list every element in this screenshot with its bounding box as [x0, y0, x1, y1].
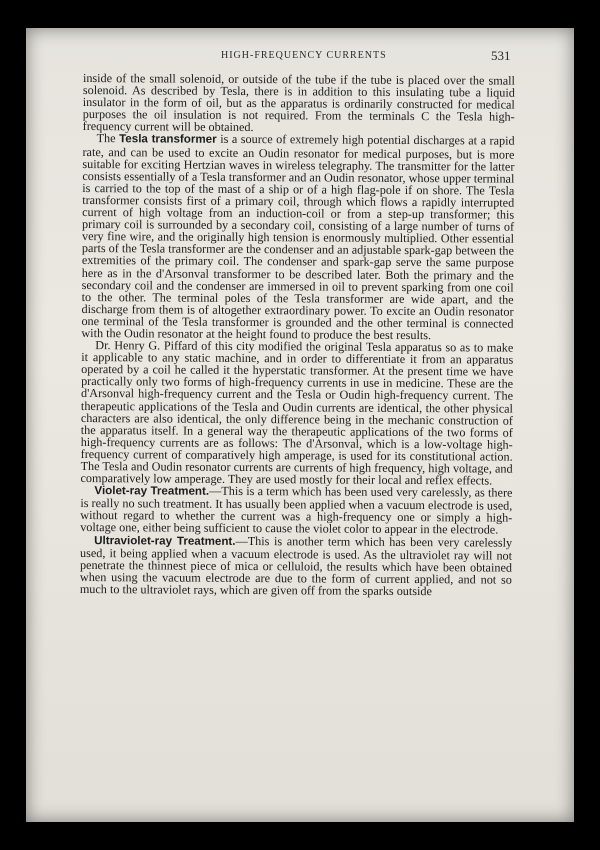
- paragraph-violet-ray: [80, 484, 512, 536]
- paragraph-lead: The: [96, 131, 116, 146]
- page-number: 531: [491, 48, 511, 63]
- paragraph-text: is a source of extremely high potential discharges at a rapid rate, and can be used to excite an Oudin resonator for medical purposes, but is more suitable for exciting Hertzian waves in wireless telegraphy. The transmitter for the latter consists essentially of a Tesla transformer and an Oudin resonator, whose upper terminal is carried to the top of the mast of a ship or of a high flag-pole if on shore. The Tesla transformer consists first of a primary coil, through which flows a rapidly interrupted current of high voltage from an induction-coil or from a step-up transformer; this primary coil is surrounded by a secondary coil, consisting of a large number of turns of very fine wire, and the originally high tension is enormously multiplied. Other essential parts of the Tesla transformer are the condenser and an adjustable spark-gap between the extremities of the primary coil. The condenser and spark-gap serve the same purpose here as in the d'Arsonval transformer to be described later. Both the primary and the secondary coil and the condenser are immersed in oil to prevent sparking from one coil to the other. The terminal poles of the Tesla transformer are wide apart, and the discharge from them is of altogether extraordinary power. To excite an Oudin resonator one terminal of the Tesla transformer is grounded and the other terminal is connected with the Oudin resonator at the height found to produce the best results.: [81, 132, 515, 343]
- paragraph-tesla-transformer: [81, 132, 514, 341]
- book-page: [26, 28, 574, 822]
- term-violet-ray: Violet-ray Treatment.: [94, 484, 210, 498]
- paragraph-text: —This is a term which has been used very carelessly, as there is really no such treatment. It has usually been applied when a vacuum electrode is used, without regard to whether the current was a high-frequency one or simply a high-voltage one, either being sufficient to cause the violet color to appear in the electrode.: [80, 483, 513, 538]
- term-ultraviolet-ray: Ultraviolet-ray Treatment.: [94, 533, 236, 548]
- page-body: [80, 72, 515, 598]
- paragraph-piffard: [80, 339, 513, 487]
- term-tesla-transformer: Tesla transformer: [119, 132, 217, 147]
- page-header: [26, 50, 574, 66]
- paragraph-text: —This is another term which has been very carelessly used, it being applied when a vacuum electrode is used. As the ultraviolet ray will not penetrate the thinnest piece of mica or celluloid, the results which have been obtained when using the vacuum electrode are due to the form of current applied, and not so much to the ultraviolet rays, which are given off from the sparks outside: [79, 533, 513, 599]
- paragraph-text: Dr. Henry G. Piffard of this city modified the original Tesla apparatus so as to make it applicable to any static machine, and in order to differentiate it from an apparatus operated by a coil he called it the hyperstatic transformer. At the present time we have practically only two forms of high-frequency currents in use in medicine. These are the d'Arsonval high-frequency current and the Tesla or Oudin high-frequency current. The therapeutic applications of the Tesla and Oudin currents are identical, the other physical characters are also identical, the only difference being in the mechanic construction of the apparatus itself. In a general way the therapeutic applications of the two forms of high-frequency currents are as follows: The d'Arsonval, which is a low-voltage high-frequency current of comparatively high amperage, is used for its constitutional action. The Tesla and Oudin resonator currents are currents of high frequency, high voltage, and comparatively low amperage. They are used mostly for their local and reflex effects.: [80, 338, 514, 488]
- paragraph-ultraviolet-ray: [80, 534, 512, 598]
- running-head: HIGH-FREQUENCY CURRENTS: [221, 50, 387, 61]
- paragraph-solenoid: [83, 72, 515, 135]
- paragraph-text: inside of the small solenoid, or outside of the tube if the tube is placed over the small solenoid. As described by Tesla, there is in addition to this insulating tube a liquid insulator in the form of oil, but as the apparatus is ordinarily constructed for medical purposes the oil insulation is not required. From the terminals C the Tesla high-frequency current will be obtained.: [82, 71, 515, 135]
